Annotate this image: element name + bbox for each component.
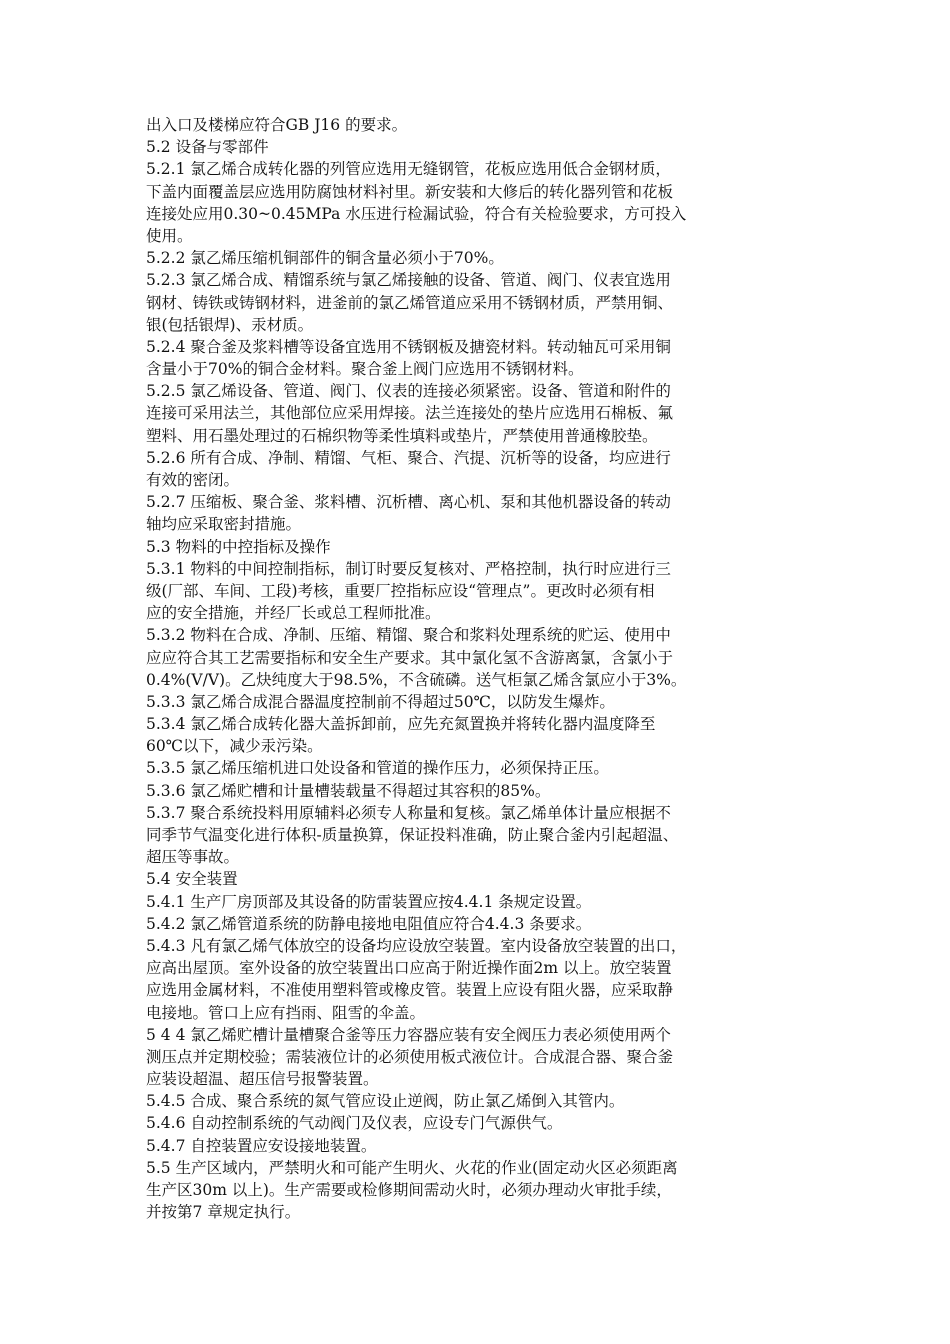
text-line: 生产区30m 以上)。生产需要或检修期间需动火时，必须办理动火审批手续，: [146, 1181, 672, 1199]
text-line: 银(包括银焊)、汞材质。: [146, 315, 314, 334]
text-line: 5.4.6 自动控制系统的气动阀门及仪表，应设专门气源供气。: [146, 1114, 563, 1133]
text-line: 应装设超温、超压信号报警装置。: [146, 1070, 379, 1089]
text-line: 5.2 设备与零部件: [146, 138, 269, 157]
text-line: 5.3.5 氯乙烯压缩机进口处设备和管道的操作压力，必须保持正压。: [146, 759, 609, 778]
text-line: 5.3.1 物料的中间控制指标，制订时要反复核对、严格控制，执行时应进行三: [146, 559, 671, 578]
text-line: 5.2.1 氯乙烯合成转化器的列管应选用无缝钢管，花板应选用低合金钢材质，: [146, 160, 671, 179]
text-line: 连接处应用0.30~0.45MPa 水压进行检漏试验，符合有关检验要求，方可投入: [146, 204, 687, 223]
text-line: 测压点并定期校验；需装液位计的必须使用板式液位计。合成混合器、聚合釜: [146, 1047, 674, 1066]
text-line: 并按第7 章规定执行。: [146, 1203, 301, 1222]
text-line: 5.4.5 合成、聚合系统的氮气管应设止逆阀，防止氯乙烯倒入其管内。: [146, 1092, 625, 1111]
text-line: 5.4.1 生产厂房顶部及其设备的防雷装置应按4.4.1 条规定设置。: [146, 892, 592, 911]
text-line: 含量小于70%的铜合金材料。聚合釜上阀门应选用不锈钢材料。: [146, 360, 584, 379]
text-line: 有效的密闭。: [146, 471, 240, 489]
text-line: 5.2.7 压缩板、聚合釜、浆料槽、沉析槽、离心机、泵和其他机器设备的转动: [146, 493, 671, 512]
text-line: 轴均应采取密封措施。: [146, 515, 302, 534]
text-line: 电接地。管口上应有挡雨、阻雪的伞盖。: [146, 1003, 426, 1022]
text-line: 使用。: [146, 226, 193, 245]
text-line: 5.3.3 氯乙烯合成混合器温度控制前不得超过50℃，以防发生爆炸。: [146, 692, 615, 711]
document-body: [146, 114, 806, 1223]
text-line: 超压等事故。: [146, 848, 240, 867]
text-line: 5.2.6 所有合成、净制、精馏、气柜、聚合、汽提、沉析等的设备，均应进行: [146, 448, 671, 467]
text-line: 5.3.4 氯乙烯合成转化器大盖拆卸前，应先充氮置换并将转化器内温度降至: [146, 715, 656, 734]
text-line: 应高出屋顶。室外设备的放空装置出口应高于附近操作面2m 以上。放空装置: [146, 959, 672, 978]
text-line: 应选用金属材料，不准使用塑料管或橡皮管。装置上应设有阻火器，应采取静: [146, 981, 674, 1000]
text-line: 同季节气温变化进行体积-质量换算，保证投料准确，防止聚合釜内引起超温、: [146, 826, 679, 844]
text-line: 钢材、铸铁或铸钢材料，进釜前的氯乙烯管道应采用不锈钢材质，严禁用铜、: [146, 293, 674, 312]
text-line: 60℃以下，减少汞污染。: [146, 737, 323, 756]
text-line: 0.4%(V/V)。乙炔纯度大于98.5%，不含硫磷。送气柜氯乙烯含氯应小于3%。: [146, 670, 687, 689]
text-line: 5.2.4 聚合釜及浆料槽等设备宜选用不锈钢板及搪瓷材料。转动轴瓦可采用铜: [146, 337, 671, 356]
text-line: 5.3.7 聚合系统投料用原辅料必须专人称量和复核。氯乙烯单体计量应根据不: [146, 803, 671, 822]
text-line: 5.2.5 氯乙烯设备、管道、阀门、仪表的连接必须紧密。设备、管道和附件的: [146, 382, 671, 401]
text-line: 5.3 物料的中控指标及操作: [146, 537, 331, 556]
text-line: 5.4.3 凡有氯乙烯气体放空的设备均应设放空装置。室内设备放空装置的出口，: [146, 936, 687, 955]
text-line: 级(厂部、车间、工段)考核，重要厂控指标应设“管理点”。更改时必须有相: [146, 581, 655, 600]
text-line: 5.3.6 氯乙烯贮槽和计量槽装载量不得超过其容积的85%。: [146, 781, 551, 800]
text-line: 5 4 4 氯乙烯贮槽计量槽聚合釜等压力容器应装有安全阀压力表必须使用两个: [146, 1025, 671, 1044]
text-line: 下盖内面覆盖层应选用防腐蚀材料衬里。新安装和大修后的转化器列管和花板: [146, 182, 674, 201]
text-line: 连接可采用法兰，其他部位应采用焊接。法兰连接处的垫片应选用石棉板、氟: [146, 404, 674, 423]
text-line: 5.4.7 自控装置应安设接地装置。: [146, 1136, 377, 1155]
text-line: 5.2.3 氯乙烯合成、精馏系统与氯乙烯接触的设备、管道、阀门、仪表宜选用: [146, 271, 671, 290]
text-line: 5.2.2 氯乙烯压缩机铜部件的铜含量必须小于70%。: [146, 249, 504, 268]
text-line: 5.4.2 氯乙烯管道系统的防静电接地电阻值应符合4.4.3 条要求。: [146, 914, 592, 933]
text-line: 应的安全措施，并经厂长或总工程师批准。: [146, 604, 441, 623]
text-line: 出入口及楼梯应符合GB J16 的要求。: [146, 116, 408, 134]
text-line: 5.3.2 物料在合成、净制、压缩、精馏、聚合和浆料处理系统的贮运、使用中: [146, 626, 671, 645]
text-line: 5.5 生产区域内，严禁明火和可能产生明火、火花的作业(固定动火区必须距离: [146, 1158, 678, 1177]
text-line: 应应符合其工艺需要指标和安全生产要求。其中氯化氢不含游离氯，含氯小于: [146, 648, 674, 667]
text-line: 塑料、用石墨处理过的石棉织物等柔性填料或垫片，严禁使用普通橡胶垫。: [146, 426, 658, 445]
text-line: 5.4 安全装置: [146, 870, 238, 889]
